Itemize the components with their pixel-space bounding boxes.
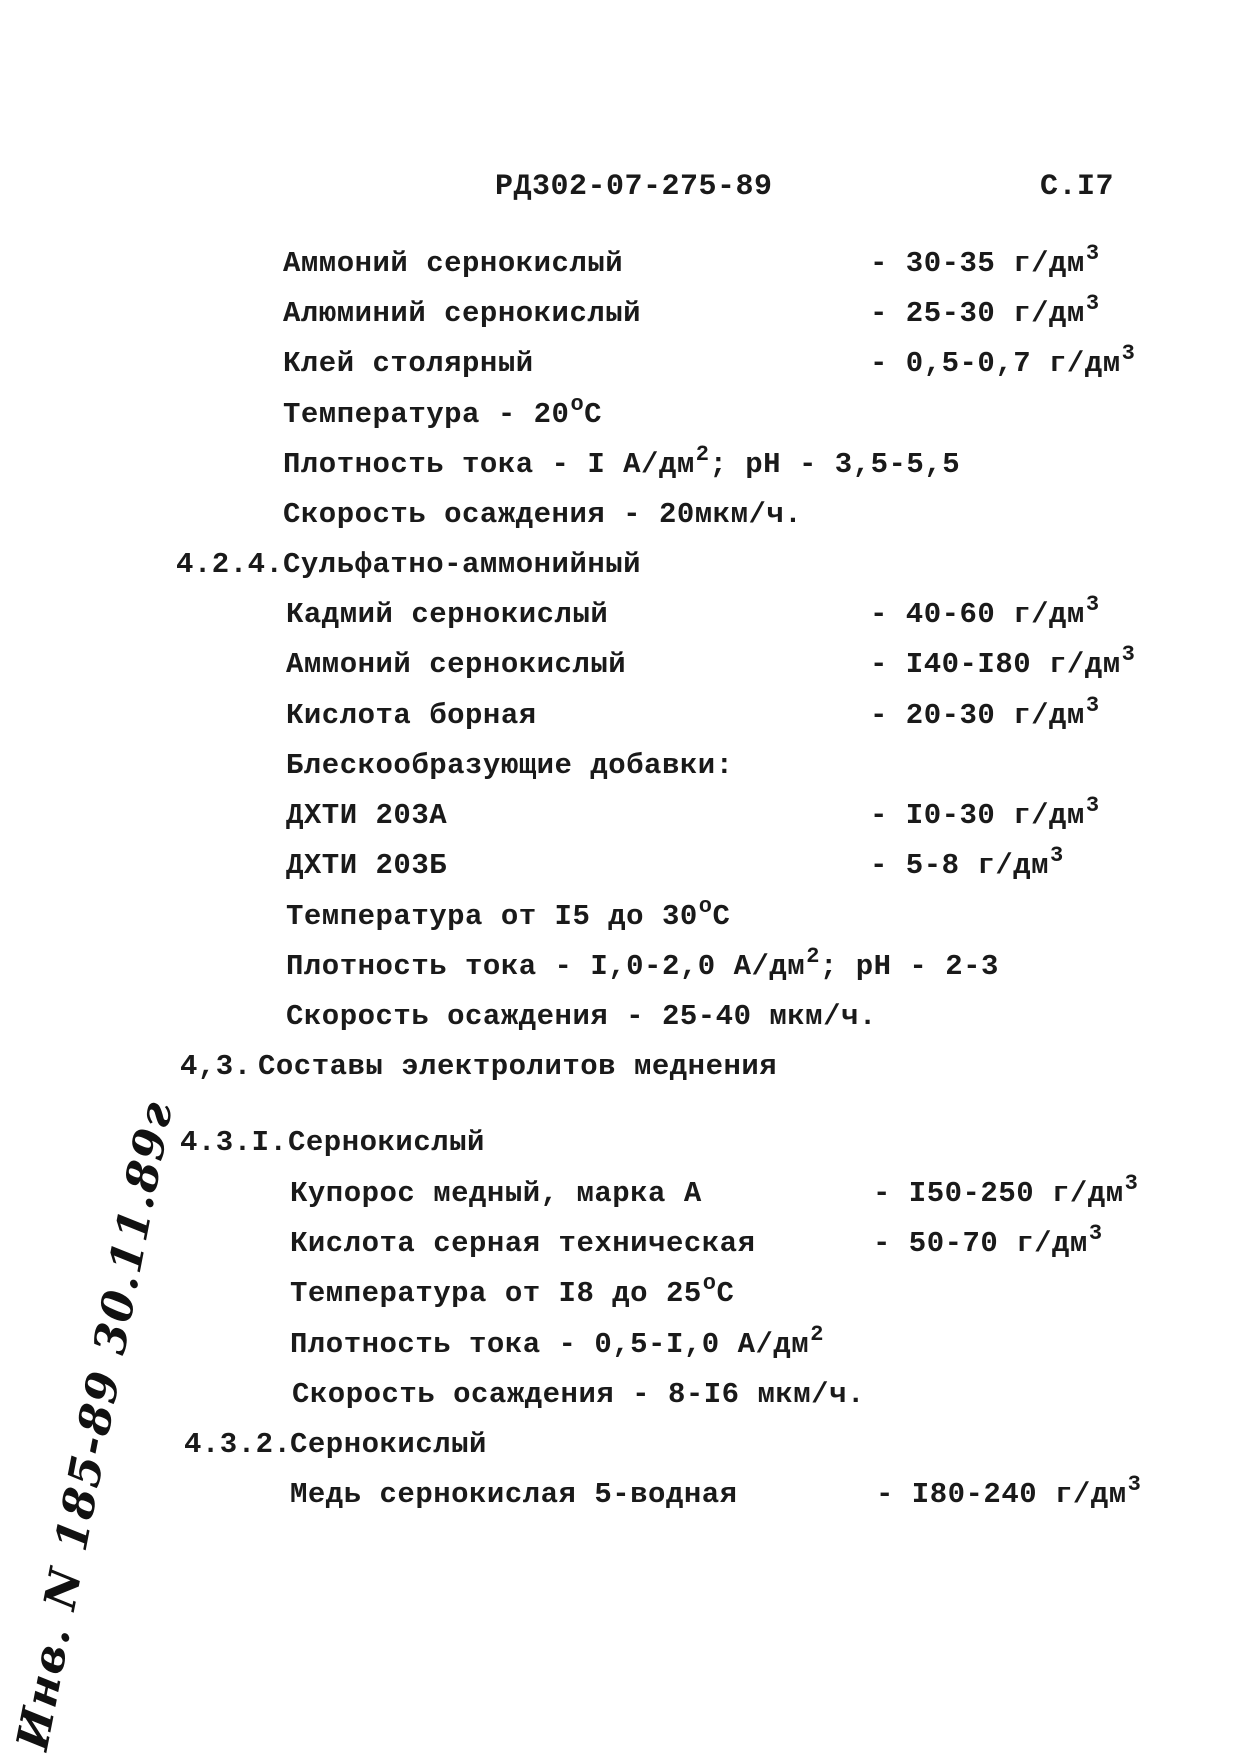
temperature-line: Температура от I8 до 25$^o$C — [290, 1271, 735, 1310]
component-value: - 40-60 $г/дм^3$ — [870, 592, 1100, 631]
current-density-line: Плотность тока - 0,5-I,0 $А/дм^2$ — [290, 1322, 824, 1361]
section-number: 4,3. — [180, 1050, 252, 1083]
temperature-line: Температура от I5 до 30$^o$C — [286, 894, 731, 933]
component-value: - I80-240 $г/дм^3$ — [876, 1472, 1142, 1511]
additive-value: - I0-30 $г/дм^3$ — [870, 793, 1100, 832]
component-value: - I40-I80 $г/дм^3$ — [870, 642, 1136, 681]
component-value: - 25-30 $г/дм^3$ — [870, 291, 1100, 330]
section-title: Сернокислый — [290, 1428, 487, 1461]
component-value: - 20-30 $г/дм^3$ — [870, 693, 1100, 732]
component-name: Клей столярный — [283, 347, 534, 380]
additive-value: - 5-8 $г/дм^3$ — [870, 843, 1064, 882]
page-number: С.I7 — [1040, 170, 1115, 204]
document-code: РД302-07-275-89 — [495, 170, 773, 204]
temperature-line: Температура - 20$^o$C — [283, 392, 603, 431]
component-name: Аммоний сернокислый — [286, 648, 627, 681]
additive-name: ДХТИ 203Б — [286, 849, 448, 882]
component-name: Кислота борная — [286, 699, 537, 732]
deposition-speed-line: Скорость осаждения - 20мкм/ч. — [283, 498, 803, 531]
section-title: Сернокислый — [288, 1126, 485, 1159]
component-value: - 50-70 $г/дм^3$ — [873, 1221, 1103, 1260]
section-title: Составы электролитов меднения — [258, 1050, 778, 1083]
component-name: Медь сернокислая 5-водная — [290, 1478, 738, 1511]
section-title: Сульфатно-аммонийный — [283, 548, 642, 581]
additive-name: ДХТИ 203А — [286, 799, 448, 832]
section-number: 4.3.I. — [180, 1126, 288, 1159]
current-density-line: Плотность тока - I,0-2,0 $А/дм^2$; pH - 2-3 — [286, 944, 999, 983]
deposition-speed-line: Скорость осаждения - 25-40 мкм/ч. — [286, 1000, 877, 1033]
component-name: Купорос медный, марка А — [290, 1177, 702, 1210]
section-number: 4.3.2. — [184, 1428, 292, 1461]
component-name: Кадмий сернокислый — [286, 598, 609, 631]
component-value: - I50-250 $г/дм^3$ — [873, 1171, 1139, 1210]
deposition-speed-line: Скорость осаждения - 8-I6 мкм/ч. — [292, 1378, 865, 1411]
component-value: - 0,5-0,7 $г/дм^3$ — [870, 341, 1136, 380]
additives-label: Блескообразующие добавки: — [286, 749, 734, 782]
current-density-line: Плотность тока - I $А/дм^2$; pH - 3,5-5,5 — [283, 442, 961, 481]
handwritten-inventory-note: Инв. N 185-89 30.11.89г — [7, 1096, 184, 1755]
component-name: Кислота серная техническая — [290, 1227, 756, 1260]
component-name: Алюминий сернокислый — [283, 297, 642, 330]
component-value: - 30-35 $г/дм^3$ — [870, 241, 1100, 280]
section-number: 4.2.4. — [176, 548, 284, 581]
component-name: Аммоний сернокислый — [283, 247, 624, 280]
